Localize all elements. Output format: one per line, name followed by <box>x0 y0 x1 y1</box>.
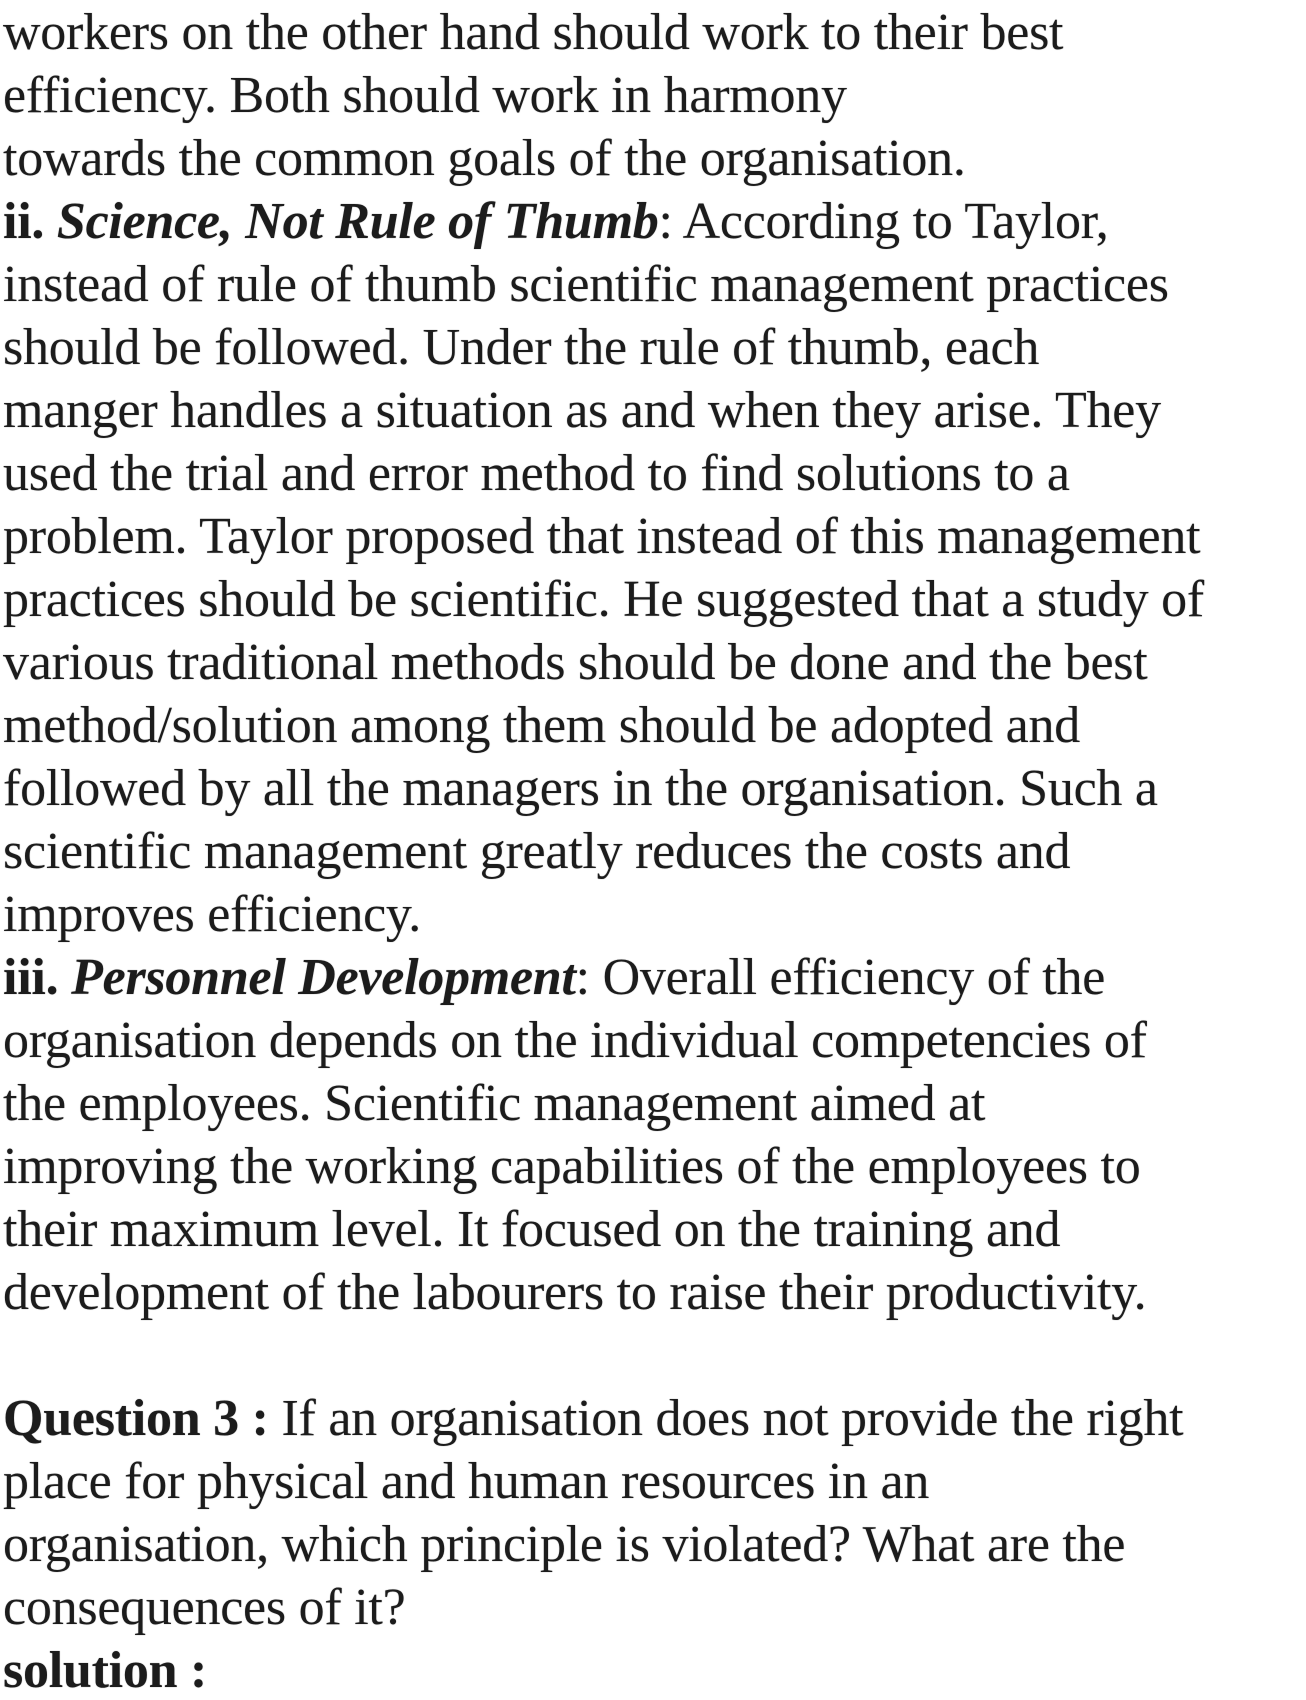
text-run: should be followed. Under the rule of thumb, each <box>3 319 1040 376</box>
text-run: workers on the other hand should work to their best <box>3 4 1064 61</box>
text-run: scientific management greatly reduces the costs and <box>3 823 1071 880</box>
text-line <box>3 1639 1306 1700</box>
text-run: problem. Taylor proposed that instead of this management <box>3 508 1201 565</box>
text-line <box>3 1009 1306 1072</box>
text-run: organisation, which principle is violated? What are the <box>3 1516 1126 1573</box>
text-line <box>3 883 1306 946</box>
text-line <box>3 379 1306 442</box>
text-line <box>3 190 1306 253</box>
text-run: the employees. Scientific management aimed at <box>3 1075 986 1132</box>
text-run: their maximum level. It focused on the training and <box>3 1201 1061 1258</box>
text-run: place for physical and human resources in an <box>3 1453 930 1510</box>
text-line <box>3 820 1306 883</box>
text-run: various traditional methods should be done and the best <box>3 634 1148 691</box>
text-run: Question 3 : <box>3 1390 282 1447</box>
text-run: used the trial and error method to find solutions to a <box>3 445 1070 502</box>
text-line <box>3 1450 1306 1513</box>
text-run: : Overall efficiency of the <box>575 949 1106 1006</box>
text-run: : According to Taylor, <box>658 193 1109 250</box>
text-line <box>3 1261 1306 1324</box>
text-line <box>3 1513 1306 1576</box>
text-line <box>3 946 1306 1009</box>
text-line <box>3 1 1306 64</box>
text-line <box>3 1198 1306 1261</box>
text-line <box>3 1387 1306 1450</box>
text-run: followed by all the managers in the organisation. Such a <box>3 760 1158 817</box>
text-run: method/solution among them should be adopted and <box>3 697 1080 754</box>
text-run: Science, Not Rule of Thumb <box>56 193 659 250</box>
blank-line <box>3 1324 1306 1387</box>
text-line <box>3 1135 1306 1198</box>
text-run: Personnel Development <box>71 949 576 1006</box>
text-line <box>3 127 1306 190</box>
text-run: practices should be scientific. He suggested that a study of <box>3 571 1204 628</box>
text-run: If an organisation does not provide the right <box>281 1390 1184 1447</box>
text-line <box>3 568 1306 631</box>
text-run: development of the labourers to raise their productivity. <box>3 1264 1147 1321</box>
text-run: towards the common goals of the organisation. <box>3 130 966 187</box>
text-line <box>3 253 1306 316</box>
text-run: improves efficiency. <box>3 886 422 943</box>
text-line <box>3 631 1306 694</box>
text-run: instead of rule of thumb scientific management practices <box>3 256 1169 313</box>
text-line <box>3 316 1306 379</box>
text-line <box>3 505 1306 568</box>
text-run: consequences of it? <box>3 1579 406 1636</box>
text-run: manger handles a situation as and when they arise. They <box>3 382 1161 439</box>
text-line <box>3 1072 1306 1135</box>
text-run: ii. <box>3 193 57 250</box>
text-run: organisation depends on the individual competencies of <box>3 1012 1147 1069</box>
text-run: solution : <box>3 1642 208 1699</box>
text-run: iii. <box>3 949 72 1006</box>
text-line <box>3 442 1306 505</box>
text-line <box>3 64 1306 127</box>
text-line <box>3 757 1306 820</box>
text-run: efficiency. Both should work in harmony <box>3 67 847 124</box>
text-line <box>3 694 1306 757</box>
text-run: improving the working capabilities of the employees to <box>3 1138 1141 1195</box>
text-line <box>3 1576 1306 1639</box>
